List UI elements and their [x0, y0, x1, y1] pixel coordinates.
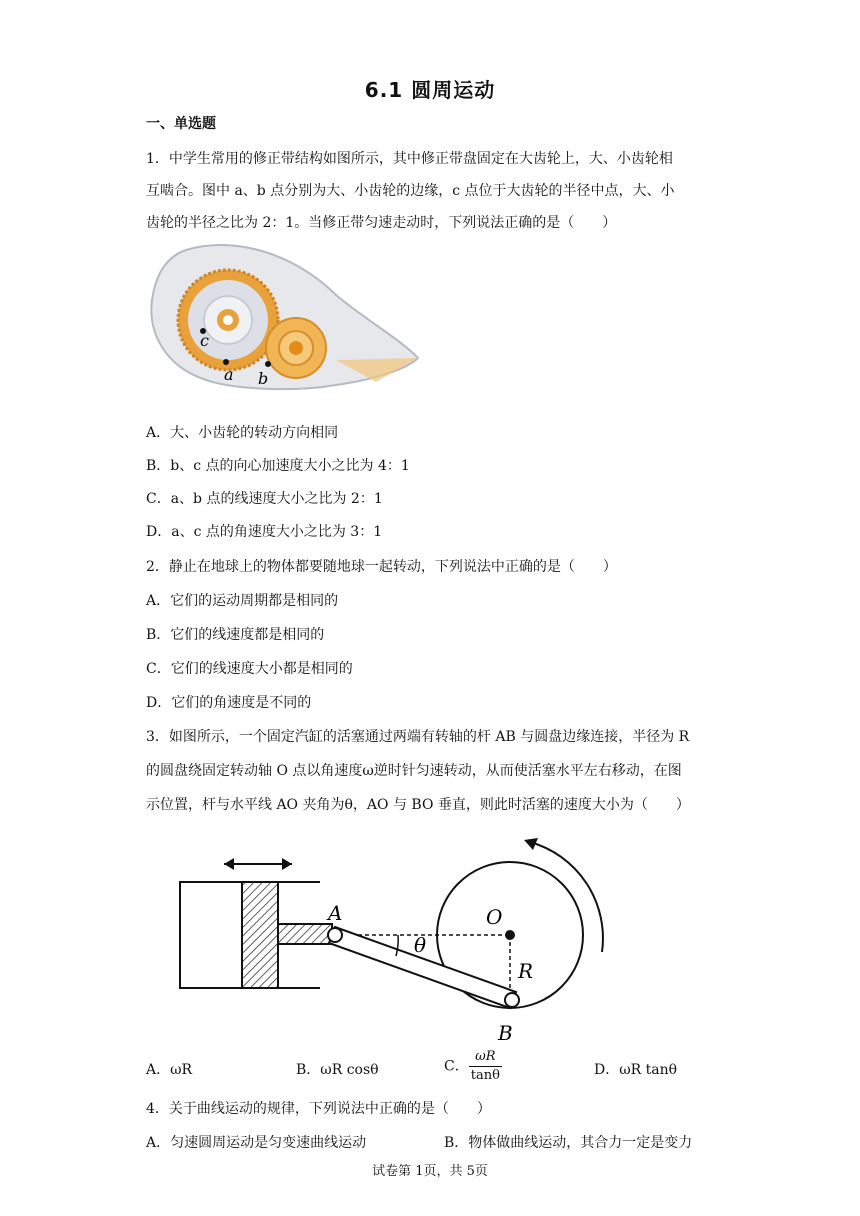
q3-option-c-denominator: tanθ — [470, 1068, 500, 1083]
q3-option-c-fraction — [469, 1048, 502, 1085]
q1-option-d: D．a、c 点的角速度大小之比为 3：1 — [146, 524, 383, 540]
fig3-label-o: O — [486, 905, 503, 929]
fig3-label-r: R — [518, 959, 534, 983]
q3-option-c-prefix: C． — [444, 1058, 469, 1075]
fig3-label-theta: θ — [414, 933, 427, 957]
fig3-label-b: B — [498, 1021, 513, 1045]
q2-option-b: B．它们的线速度都是相同的 — [146, 627, 325, 643]
q1-option-c: C．a、b 点的线速度大小之比为 2：1 — [146, 491, 383, 507]
q2-option-c: C．它们的线速度大小都是相同的 — [146, 661, 353, 677]
fig1-label-b: b — [258, 369, 269, 388]
q1-stem-line-3: 齿轮的半径之比为 2：1。当修正带匀速走动时，下列说法正确的是（ ） — [146, 215, 617, 231]
q3-stem-line-2: 的圆盘绕固定转动轴 O 点以角速度ω逆时针匀速转动，从而使活塞水平左右移动，在图 — [146, 763, 682, 779]
fig3-label-a: A — [328, 901, 343, 925]
page-title: 6.1 圆周运动 — [364, 78, 496, 102]
fig1-label-c: c — [200, 331, 209, 350]
q1-option-b: B．b、c 点的向心加速度大小之比为 4：1 — [146, 458, 410, 474]
q3-option-d: D．ωR tanθ — [594, 1062, 678, 1078]
q3-option-c — [444, 1048, 502, 1085]
section-heading: 一、单选题 — [146, 116, 216, 132]
q4-option-b: B．物体做曲线运动，其合力一定是变力 — [444, 1135, 693, 1151]
q1-option-a: A．大、小齿轮的转动方向相同 — [146, 425, 339, 441]
q3-stem-line-1: 3．如图所示，一个固定汽缸的活塞通过两端有转轴的杆 AB 与圆盘边缘连接，半径为 R — [146, 729, 690, 745]
fig1-label-a: a — [224, 365, 234, 384]
q4-stem: 4．关于曲线运动的规律，下列说法中正确的是（ ） — [146, 1101, 491, 1117]
q3-option-b: B．ωR cosθ — [296, 1062, 379, 1078]
q2-option-a: A．它们的运动周期都是相同的 — [146, 593, 339, 609]
q3-option-c-numerator: ωR — [469, 1048, 502, 1067]
q3-stem-line-3: 示位置，杆与水平线 AO 夹角为θ，AO 与 BO 垂直，则此时活塞的速度大小为（ ） — [146, 797, 690, 813]
q1-stem-line-1: 1．中学生常用的修正带结构如图所示，其中修正带盘固定在大齿轮上，大、小齿轮相 — [146, 151, 673, 167]
q2-option-d: D．它们的角速度是不同的 — [146, 695, 312, 711]
q3-option-a: A．ωR — [146, 1062, 193, 1078]
page-footer: 试卷第 1页，共 5页 — [372, 1164, 488, 1179]
correction-tape-figure — [146, 240, 426, 400]
q4-option-a: A．匀速圆周运动是匀变速曲线运动 — [146, 1135, 367, 1151]
q2-stem: 2．静止在地球上的物体都要随地球一起转动，下列说法中正确的是（ ） — [146, 559, 617, 575]
piston-disk-figure — [170, 830, 620, 1048]
q1-stem-line-2: 互啮合。图中 a、b 点分别为大、小齿轮的边缘，c 点位于大齿轮的半径中点，大、小 — [146, 183, 675, 199]
